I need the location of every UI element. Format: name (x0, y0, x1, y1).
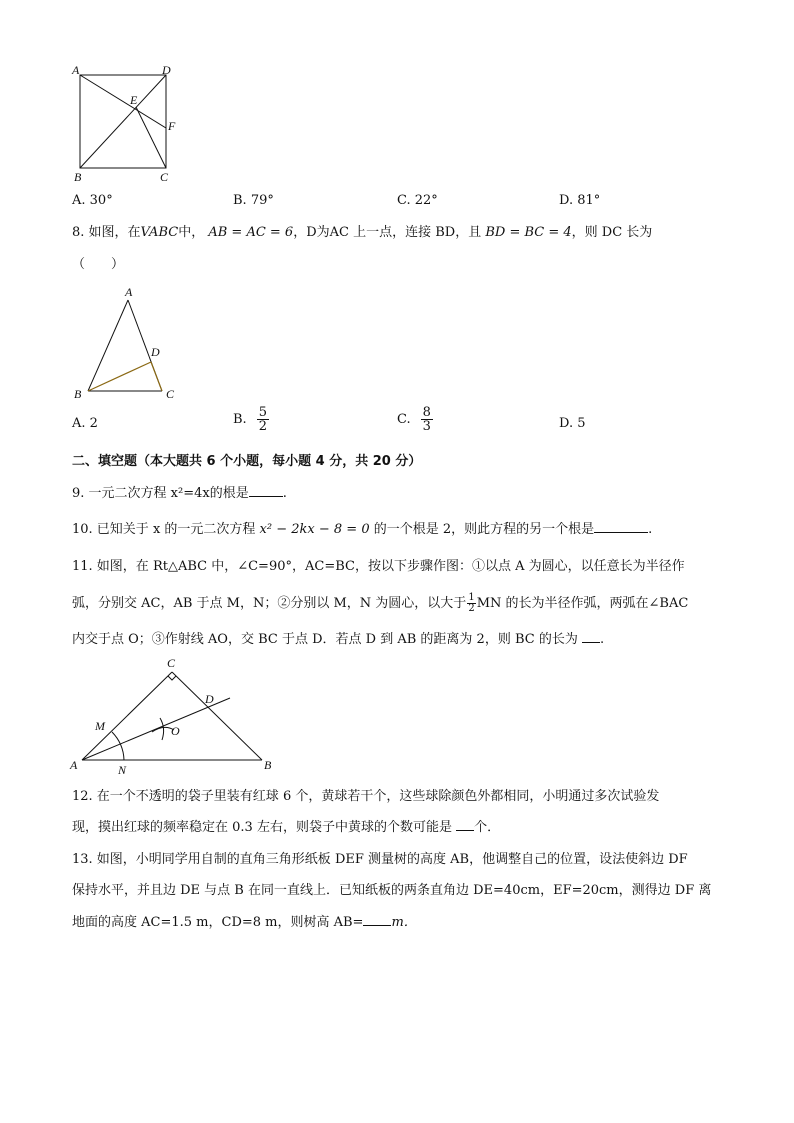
right-angle-mark (168, 676, 176, 680)
q8-option-a: A. 2 (72, 416, 98, 431)
diagonal-bd (80, 75, 166, 168)
q8-option-d: D. 5 (559, 416, 586, 431)
segment-bd (88, 362, 151, 391)
label-e: E (130, 93, 138, 107)
q8-figure (70, 284, 190, 404)
q7-option-b: B. 79° (233, 193, 274, 208)
arc-mn (112, 732, 124, 760)
label-d: D (205, 692, 214, 706)
q8-stem: 8. 如图，在VABC中， AB = AC = 6，D为AC 上一点，连接 BD，且 BD = BC = 4，则 DC 长为 (72, 225, 653, 240)
label-f: F (168, 119, 176, 133)
label-c: C (160, 170, 169, 184)
segment-dc (151, 362, 162, 391)
side-ac (82, 672, 172, 760)
q13-line-3: 地面的高度 AC=1.5 m，CD=8 m，则树高 AB= m． (72, 915, 417, 930)
label-m: M (95, 719, 105, 733)
q11-line-3: 内交于点 O；③作射线 AO，交 BC 于点 D．若点 D 到 AB 的距离为 2，则 BC 的长为 . (72, 632, 605, 647)
section-2-heading: 二、填空题（本大题共 6 个小题，每小题 4 分，共 20 分） (72, 454, 422, 469)
q13-line-2: 保持水平，并且边 DE 与点 B 在同一直线上．已知纸板的两条直角边 DE=40cm，EF=20cm，测得边 DF 离 (72, 883, 712, 898)
label-n: N (118, 763, 127, 777)
label-a: A (70, 758, 78, 772)
side-cb (172, 672, 262, 760)
q12-line-1: 12. 在一个不透明的袋子里装有红球 6 个，黄球若干个，这些球除颜色外都相同，小明通过多次试验发 (72, 789, 660, 804)
label-a: A (72, 63, 80, 77)
q10-stem: 10. 已知关于 x 的一元二次方程 x² − 2kx − 8 = 0 的一个根是 2，则此方程的另一个根是 . (72, 522, 653, 537)
q12-line-2: 现，摸出红球的频率稳定在 0.3 左右，则袋子中黄球的个数可能是 个． (72, 820, 501, 835)
arc-o-1 (160, 718, 164, 740)
label-b: B (74, 170, 82, 184)
q9-stem: 9. 一元二次方程 x²=4x的根是 . (72, 486, 287, 501)
label-a: A (125, 285, 133, 299)
q11-line-2: 弧，分别交 AC，AB 于点 M，N；②分别以 M，N 为圆心，以大于 $\frac{1}{2}$ MN 的长为半径作弧，两弧在∠BAC (72, 592, 689, 614)
q7-figure (70, 62, 190, 184)
label-d: D (151, 345, 160, 359)
q7-option-c: C. 22° (397, 193, 438, 208)
q8-paren: （ ） (72, 257, 125, 272)
segment-af (80, 75, 166, 128)
q7-option-d: D. 81° (559, 193, 601, 208)
label-b: B (264, 758, 272, 772)
label-c: C (166, 387, 175, 401)
segment-ec (136, 107, 166, 168)
q11-line-1: 11. 如图，在 Rt△ABC 中，∠C=90°，AC=BC，按以下步骤作图：①以点 A 为圆心，以任意长为半径作 (72, 559, 685, 574)
label-c: C (167, 656, 176, 670)
label-o: O (171, 724, 180, 738)
q8-option-c: C. $\frac{8}{3}$ (397, 405, 431, 434)
q8-option-b: B. $\frac{5}{2}$ (233, 405, 267, 434)
q13-line-1: 13. 如图，小明同学用自制的直角三角形纸板 DEF 测量树的高度 AB，他调整自己的位置，设法使斜边 DF (72, 852, 688, 867)
q7-option-a: A. 30° (72, 193, 113, 208)
q11-figure (68, 652, 288, 778)
label-d: D (162, 63, 171, 77)
side-ab (88, 300, 128, 391)
label-b: B (74, 387, 82, 401)
